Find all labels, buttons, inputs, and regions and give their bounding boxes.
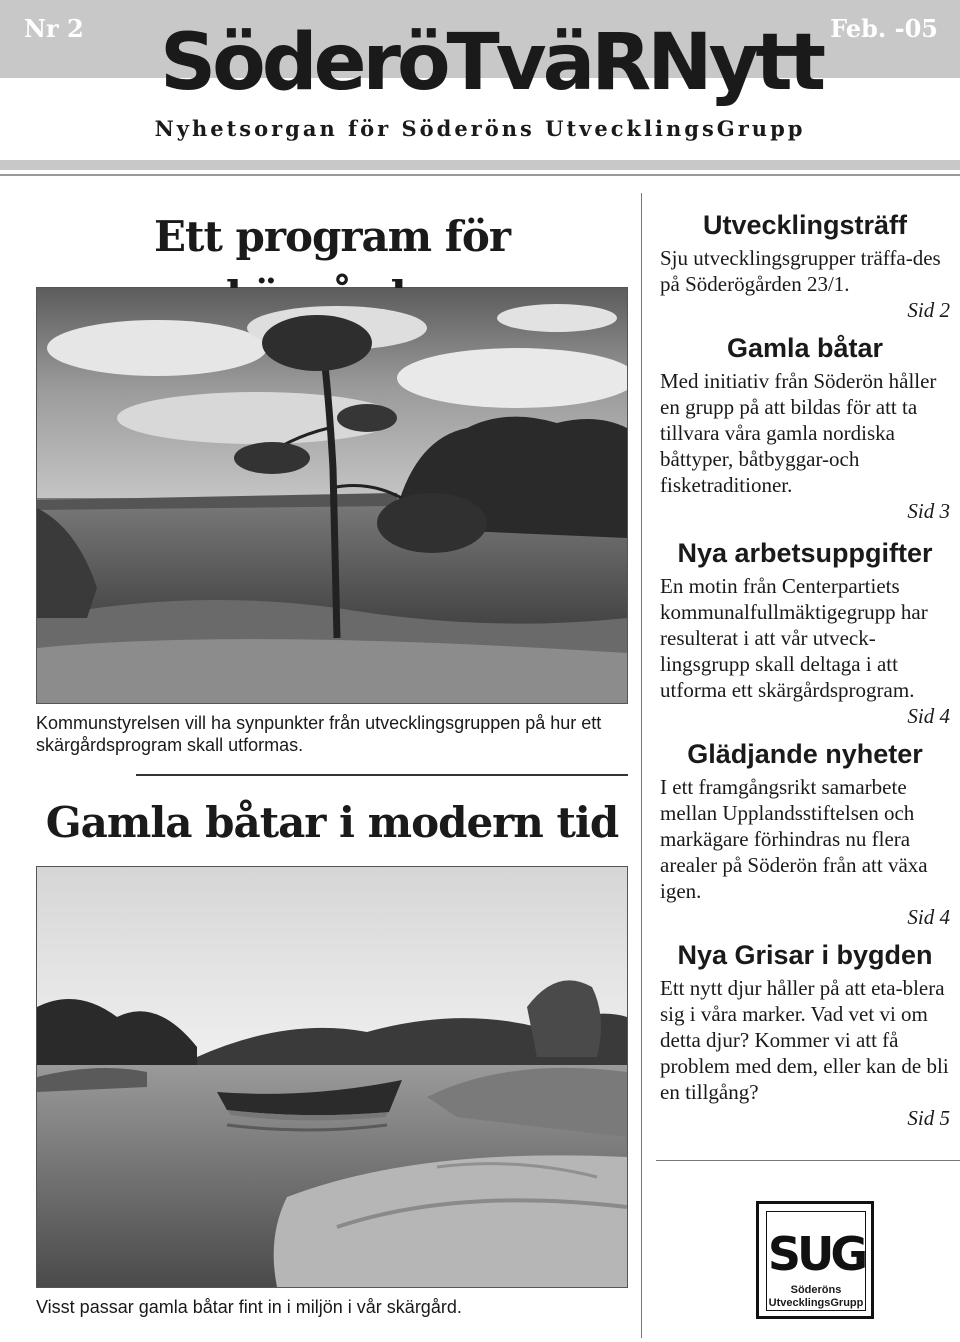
headline-gamla-batar: Gamla båtar i modern tid xyxy=(45,798,619,847)
photo-rowboat xyxy=(36,866,628,1288)
article-gladjande-nyheter xyxy=(660,739,950,930)
article-heading: Nya Grisar i bygden xyxy=(677,940,933,970)
article-body: En motin från Centerpartiets kommunalfullmäktigegrupp har resulterat i att vår utveck-lingsgrupp skall deltaga i att utforma ett skärgårdsprogram. xyxy=(660,574,928,702)
page-reference: Sid 3 xyxy=(907,499,950,523)
logo-line2: UtvecklingsGrupp xyxy=(768,1297,864,1309)
page-reference: Sid 4 xyxy=(907,704,950,728)
column-divider xyxy=(641,193,642,1338)
article-heading: Gamla båtar xyxy=(726,333,884,363)
article-body: Ett nytt djur håller på att eta-blera sig i våra marker. Vad vet vi om detta djur? Kommer vi att få problem med dem, eller kan de bli en tillgång? xyxy=(660,976,949,1104)
article-heading: Glädjande nyheter xyxy=(687,739,923,769)
article-body: Med initiativ från Söderön håller en grupp på att bildas för att ta tillvara våra gamla nordiska båttyper, båtbyggar-och fisketraditioner. xyxy=(660,369,937,497)
article-gamla-batar xyxy=(660,333,950,524)
article-nya-arbetsuppgifter xyxy=(660,538,950,729)
newspaper-subtitle: Nyhetsorgan för Söderöns UtvecklingsGrupp xyxy=(154,116,806,141)
newspaper-title: SöderöTväRNytt xyxy=(160,18,822,108)
masthead-bottom-band xyxy=(0,160,960,170)
masthead-rule xyxy=(0,174,960,176)
logo-text xyxy=(767,1284,865,1310)
masthead xyxy=(0,0,960,175)
article-heading: Nya arbetsuppgifter xyxy=(677,538,933,568)
right-column-rule xyxy=(656,1160,960,1161)
page-reference: Sid 4 xyxy=(907,905,950,929)
photo-pine-tree xyxy=(36,287,628,704)
headline-program: Ett program för xyxy=(154,212,510,261)
logo-line1: Söderöns xyxy=(790,1284,842,1296)
left-column xyxy=(36,195,628,1318)
page-reference: Sid 5 xyxy=(907,1106,950,1130)
photo2-caption: Visst passar gamla båtar fint in i miljön i vår skärgård. xyxy=(36,1297,462,1317)
photo1-caption: Kommunstyrelsen vill ha synpunkter från utvecklingsgruppen på hur ett skärgårdsprogram skall utformas. xyxy=(36,713,602,755)
page-reference: Sid 2 xyxy=(907,298,950,322)
article-heading: Utvecklingsträff xyxy=(702,210,908,240)
sug-logo-mark xyxy=(767,1212,865,1282)
article-body: I ett framgångsrikt samarbete mellan Upplandsstiftelsen och markägare förhindras nu flera arealer på Söderön från att växa igen. xyxy=(660,775,928,903)
section-divider xyxy=(136,774,628,776)
article-nya-grisar xyxy=(660,940,950,1131)
sug-logo xyxy=(756,1201,874,1319)
right-column xyxy=(660,210,950,1131)
article-body: Sju utvecklingsgrupper träffa-des på Söderögården 23/1. xyxy=(660,246,941,296)
issue-number: Nr 2 xyxy=(24,14,84,43)
article-utvecklingstraff xyxy=(660,210,950,323)
issue-date: Feb. -05 xyxy=(830,14,938,43)
sug-logo-letters: SUG xyxy=(767,1227,865,1281)
